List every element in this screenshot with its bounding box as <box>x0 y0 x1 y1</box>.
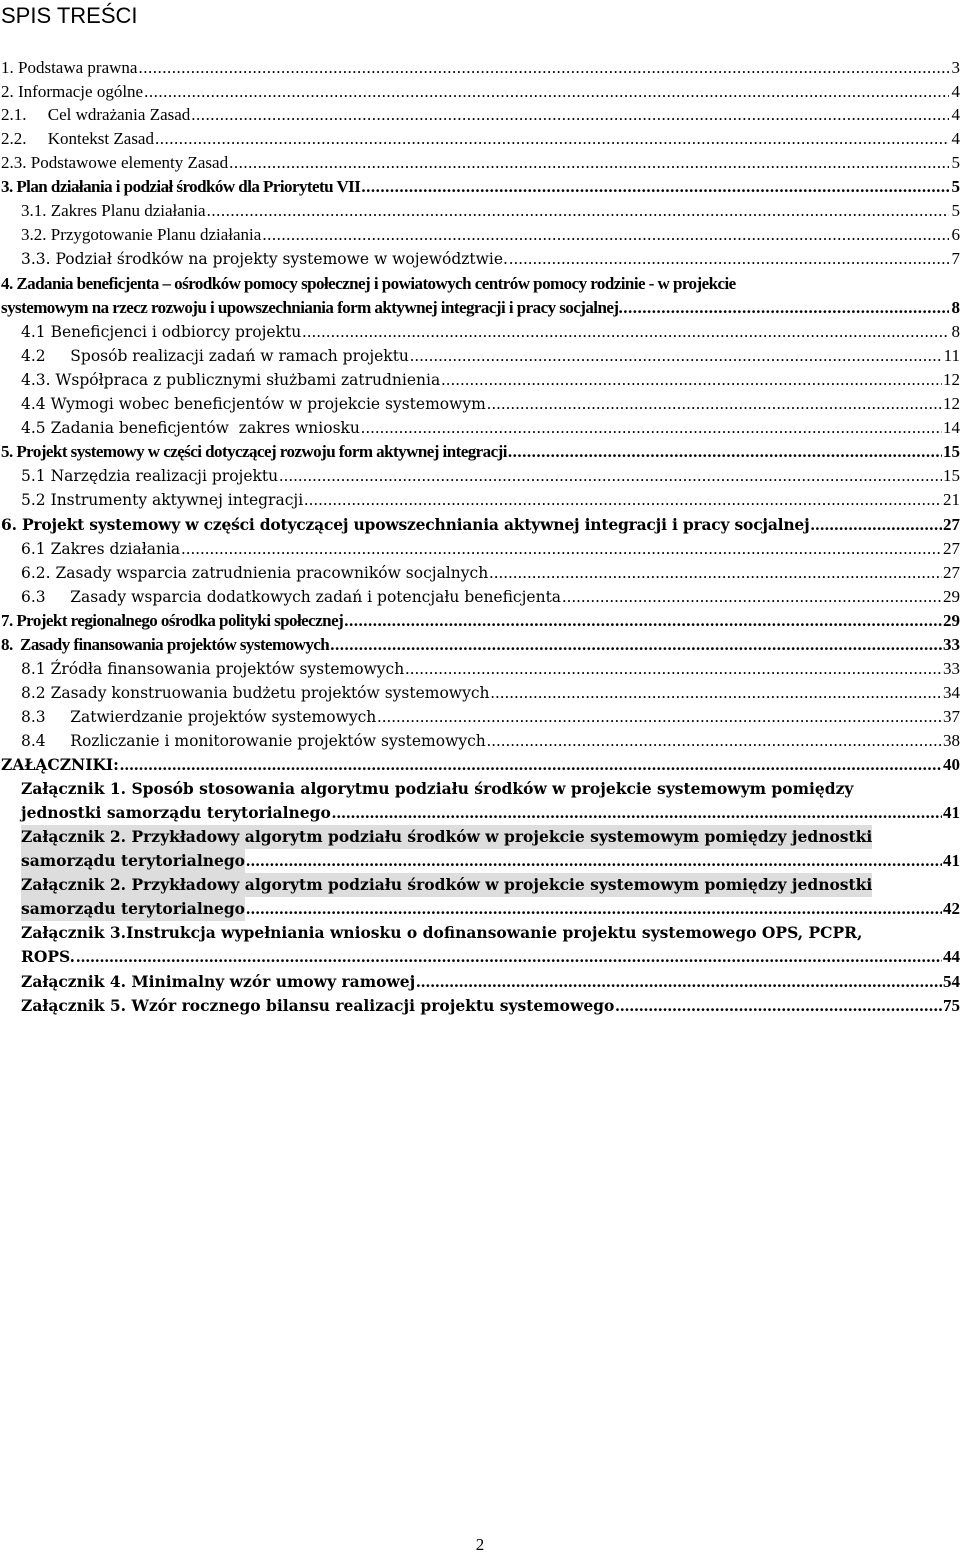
toc-leader-dots <box>487 729 942 753</box>
toc-entry-label: 8.4 Rozliczanie i monitorowanie projektów systemowych <box>21 732 486 750</box>
toc-leader-dots <box>344 609 942 633</box>
toc-entry-label: 6.2. Zasady wsparcia zatrudnienia pracowników socjalnych <box>21 564 489 582</box>
toc-page-number: 37 <box>943 707 960 726</box>
toc-entry-label: 6.1 Zakres działania <box>21 540 181 558</box>
toc-leader-dots <box>623 296 949 320</box>
toc-leader-dots <box>509 247 949 271</box>
toc-entry-label: 4.1 Beneficjenci i odbiorcy projektu <box>21 323 302 341</box>
toc-leader-dots <box>405 657 942 681</box>
toc-entry[interactable] <box>0 561 960 586</box>
toc-entry-label: 8.1 Źródła finansowania projektów systemowych <box>21 660 405 678</box>
toc-leader-dots <box>615 994 942 1018</box>
toc-entry-label: 8.2 Zasady konstruowania budżetu projektów systemowych <box>21 684 490 702</box>
toc-entry[interactable] <box>0 80 960 104</box>
toc-entry-label: 6. Projekt systemowy w części dotyczącej upowszechniania aktywnej integracji i pracy socjalnej <box>1 515 810 534</box>
toc-entry[interactable] <box>0 488 960 513</box>
toc-entry-label: 4.3. Współpraca z publicznymi służbami zatrudnienia <box>21 371 441 389</box>
toc-page-number: 29 <box>943 587 960 606</box>
toc-entry[interactable] <box>0 440 960 464</box>
toc-entry[interactable] <box>0 464 960 489</box>
toc-entry-label: 2. Informacje ogólne <box>1 82 144 101</box>
toc-entry-label-line1: Załącznik 2. Przykładowy algorytm podziału środków w projekcie systemowym pomiędzy jednostki <box>21 825 872 849</box>
toc-leader-dots <box>302 320 949 344</box>
toc-leader-dots <box>191 103 949 127</box>
toc-leader-dots <box>489 561 942 585</box>
toc-page-number: 54 <box>943 972 960 991</box>
toc-page-number: 21 <box>943 490 960 509</box>
toc-entry[interactable] <box>0 921 960 969</box>
toc-entry[interactable] <box>0 320 960 345</box>
toc-entry-label: systemowym na rzecz rozwoju i upowszechniania form aktywnej integracji i pracy socjalnej. <box>1 297 623 317</box>
toc-entry[interactable] <box>0 777 960 825</box>
toc-entry[interactable] <box>0 175 960 199</box>
toc-entry-label: 3.1. Zakres Planu działania <box>21 201 206 220</box>
toc-entry-label: 4.4 Wymogi wobec beneficjentów w projekcie systemowym <box>21 395 486 413</box>
toc-leader-dots <box>279 464 942 488</box>
toc-leader-dots <box>361 175 949 199</box>
toc-page-number: 15 <box>943 442 960 461</box>
toc-leader-dots <box>138 56 949 80</box>
toc-entry[interactable] <box>0 392 960 417</box>
toc-entry-label: 6.3 Zasady wsparcia dodatkowych zadań i potencjału beneficjenta <box>21 588 562 606</box>
toc-title: SPIS TREŚCI <box>1 3 138 28</box>
toc-entry-label: 2.1. Cel wdrażania Zasad <box>1 105 191 124</box>
toc-entry[interactable] <box>0 416 960 441</box>
toc-page-number: 4 <box>951 105 960 124</box>
page-number: 2 <box>475 1535 485 1554</box>
toc-leader-dots <box>155 127 949 151</box>
toc-page-number: 5 <box>951 201 960 220</box>
toc-entry-label: 2.3. Podstawowe elementy Zasad <box>1 153 229 172</box>
toc-entry-label: 8. Zasady finansowania projektów systemowych <box>1 635 330 654</box>
toc-entry[interactable] <box>0 151 960 175</box>
toc-entry-label: 3.2. Przygotowanie Planu działania <box>21 225 262 244</box>
toc-entry-label: samorządu terytorialnego <box>21 897 245 921</box>
toc-entry[interactable] <box>0 681 960 706</box>
toc-leader-dots <box>811 513 942 537</box>
toc-page-number: 41 <box>943 850 960 870</box>
toc-page-number: 29 <box>943 611 960 630</box>
toc-entry-label: 2.2. Kontekst Zasad <box>1 129 154 148</box>
toc-leader-dots <box>246 897 942 921</box>
toc-entry-label: 7. Projekt regionalnego ośrodka polityki społecznej <box>1 611 344 630</box>
toc-entry[interactable] <box>0 127 960 151</box>
toc-entry-label: 3.3. Podział środków na projekty systemowe w województwie. <box>21 250 508 268</box>
toc-entry-label: 5.1 Narzędzia realizacji projektu <box>21 467 279 485</box>
toc-page-number: 41 <box>943 802 960 822</box>
toc-entry-label-line1: Załącznik 1. Sposób stosowania algorytmu podziału środków w projekcie systemowym pomiędzy <box>21 779 854 798</box>
toc-page-number: 75 <box>943 996 960 1015</box>
toc-entry-label: ZAŁĄCZNIKI: <box>1 755 119 774</box>
toc-leader-dots <box>304 488 942 512</box>
toc-entry[interactable] <box>0 873 960 921</box>
toc-entry-label: ROPS. <box>21 946 76 966</box>
toc-leader-dots <box>246 849 942 873</box>
toc-leader-dots <box>562 585 942 609</box>
toc-entry-label: samorządu terytorialnego <box>21 849 245 873</box>
toc-page-number: 5 <box>951 177 960 196</box>
toc-entry-label: Załącznik 4. Minimalny wzór umowy ramowej <box>21 972 416 991</box>
toc-entry[interactable] <box>0 537 960 562</box>
toc-leader-dots <box>377 705 942 729</box>
toc-page-number: 42 <box>943 898 960 918</box>
toc-page-number: 3 <box>951 58 960 77</box>
toc-leader-dots <box>508 440 942 464</box>
toc-entry[interactable] <box>0 272 960 320</box>
toc-entry[interactable] <box>0 344 960 369</box>
toc-leader-dots <box>262 223 949 247</box>
toc-entry-label-line1: Załącznik 3.Instrukcja wypełniania wniosku o dofinansowanie projektu systemowego OPS, PCPR, <box>21 923 863 942</box>
toc-leader-dots <box>229 151 949 175</box>
toc-entry[interactable] <box>0 657 960 682</box>
toc-page-number: 40 <box>943 755 960 774</box>
toc-entry[interactable] <box>0 753 960 777</box>
toc-leader-dots <box>76 945 942 969</box>
toc-entry[interactable] <box>0 223 960 247</box>
toc-leader-dots <box>144 80 949 104</box>
toc-entry[interactable] <box>0 585 960 610</box>
toc-page-number: 27 <box>943 515 960 534</box>
toc-page-number: 12 <box>943 370 960 389</box>
toc-page-number: 8 <box>951 322 960 341</box>
toc-entry-label-line1: Załącznik 2. Przykładowy algorytm podziału środków w projekcie systemowym pomiędzy jednostki <box>21 873 872 897</box>
toc-entry[interactable] <box>0 199 960 223</box>
toc-entry-label-line1: 4. Zadania beneficjenta – ośrodków pomocy społecznej i powiatowych centrów pomocy rodzinie - w projekcie <box>1 274 736 293</box>
toc-page-number: 4 <box>951 129 960 148</box>
toc-entry[interactable] <box>0 729 960 754</box>
toc-page-number: 33 <box>943 635 960 654</box>
toc-leader-dots <box>330 633 942 657</box>
toc-leader-dots <box>441 368 942 392</box>
toc-leader-dots <box>491 681 943 705</box>
toc-page-number: 44 <box>943 946 960 966</box>
toc-entry[interactable] <box>0 247 960 272</box>
toc-entry-label: 4.5 Zadania beneficjentów zakres wniosku <box>21 419 360 437</box>
toc-leader-dots <box>332 801 942 825</box>
toc-entry[interactable] <box>0 56 960 80</box>
toc-page-number: 7 <box>951 249 960 268</box>
toc-page-number: 27 <box>943 539 960 558</box>
toc-leader-dots <box>207 199 949 223</box>
toc-page-number: 38 <box>943 731 960 750</box>
toc-entry[interactable] <box>0 994 960 1018</box>
toc-leader-dots <box>120 753 942 777</box>
toc-page-number: 11 <box>943 346 960 365</box>
toc-leader-dots <box>416 970 942 994</box>
toc-leader-dots <box>181 537 942 561</box>
toc-page-number: 33 <box>943 659 960 678</box>
toc-entry-label: 1. Podstawa prawna <box>1 58 138 77</box>
toc-entry-label: jednostki samorządu terytorialnego <box>21 802 331 822</box>
toc-leader-dots <box>361 416 942 440</box>
toc-page-number: 27 <box>943 563 960 582</box>
toc-entry-label: 5. Projekt systemowy w części dotyczącej rozwoju form aktywnej integracji <box>1 442 507 461</box>
toc-page-number: 14 <box>943 418 960 437</box>
toc-page-number: 4 <box>951 82 960 101</box>
toc-entry[interactable] <box>0 513 960 537</box>
toc-entry[interactable] <box>0 368 960 393</box>
toc-page-number: 15 <box>943 466 960 485</box>
toc-page-number: 34 <box>943 683 960 702</box>
toc-entry-label: 8.3 Zatwierdzanie projektów systemowych <box>21 708 377 726</box>
toc-entry[interactable] <box>0 103 960 127</box>
toc-page-number: 12 <box>943 394 960 413</box>
toc-entry-label: Załącznik 5. Wzór rocznego bilansu realizacji projektu systemowego <box>21 996 615 1015</box>
toc-page-number: 5 <box>951 153 960 172</box>
toc-entry[interactable] <box>0 970 960 994</box>
toc-page-number: 8 <box>951 297 960 317</box>
toc-entry-label: 3. Plan działania i podział środków dla Priorytetu VII <box>1 177 361 196</box>
toc-entry[interactable] <box>0 609 960 633</box>
toc-entry[interactable] <box>0 633 960 657</box>
toc-entry[interactable] <box>0 825 960 873</box>
toc-page-number: 6 <box>951 225 960 244</box>
toc-entry-label: 5.2 Instrumenty aktywnej integracji <box>21 491 304 509</box>
toc-entry-label: 4.2 Sposób realizacji zadań w ramach projektu <box>21 347 409 365</box>
toc-leader-dots <box>487 392 942 416</box>
toc-entry[interactable] <box>0 705 960 730</box>
toc-leader-dots <box>410 344 943 368</box>
